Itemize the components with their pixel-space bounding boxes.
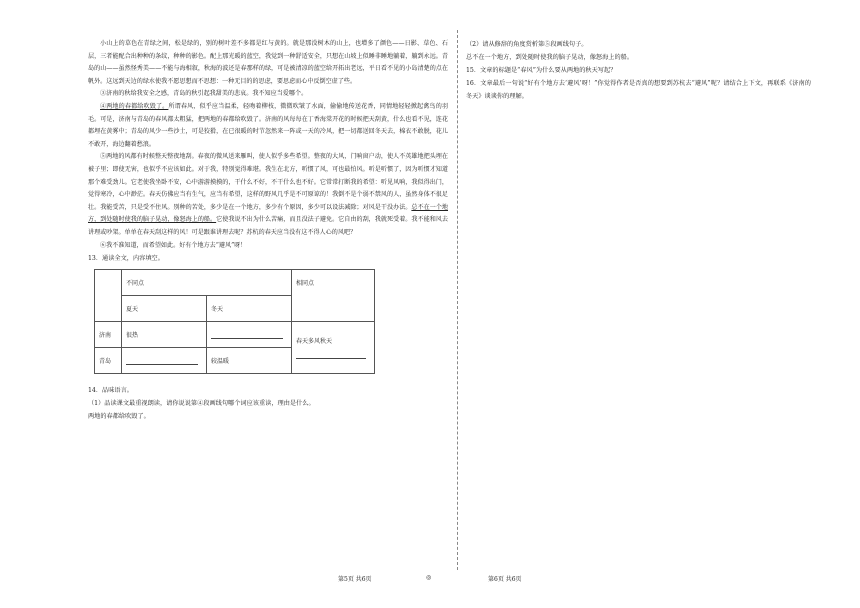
header-winter: 冬天 bbox=[207, 296, 292, 322]
question-13: 13．通读全文，内容填空。 bbox=[88, 255, 164, 263]
row-jinan-label: 济南 bbox=[95, 322, 122, 348]
row-qingdao-label: 青岛 bbox=[95, 348, 122, 374]
paragraph-1: 小山上的草色在青绿之间，松是绿的，别的树叶差不多都是红与黄的。就是那没树木的山上，也增多了颜色——日影、草色、石层，三者能配合出种种的条纹，种种的影色。配上那光暖的蓝空，我觉到一种舒适安全，只想在山坡上似睡非睡地躺着，躺到永远。青岛的山——虽然怪秀美——不能与海相叙，秋海的波还是春那样的绿，可是被清凉的蓝空给开拓出老远，平日看不见的小岛清楚的点在帆外。这远到天边的绿水使我不愿思想而不思想：一种无目的的思虑，要思虑而心中反倒空虚了些。 bbox=[88, 40, 448, 85]
header-summer: 夏天 bbox=[122, 296, 207, 322]
paragraph-3: ③济南的秋给我安全之感，青岛的秋引起我甜美的悲哀。我不知应当爱哪个。 bbox=[100, 90, 308, 98]
paragraph-6: ⑥我不准知道，而希望如此。好有个地方去“避风”呀！ bbox=[100, 241, 247, 249]
question-14-1: （1）品读课文最重视朗读，请你说说第④段画线句哪个词应该重读，理由是什么。 bbox=[88, 400, 315, 408]
spacer bbox=[88, 374, 448, 384]
paragraph-4 bbox=[88, 101, 448, 151]
qingdao-summer-blank[interactable] bbox=[126, 357, 198, 365]
qingdao-winter-cell: 较温暖 bbox=[207, 348, 292, 374]
table-corner-cell bbox=[95, 270, 122, 322]
question-14: 14．品味语言。 bbox=[88, 387, 133, 395]
binding-circle-icon: ◎ bbox=[426, 574, 432, 581]
paragraph-5 bbox=[88, 151, 448, 239]
qingdao-summer-cell[interactable] bbox=[122, 348, 207, 374]
question-14-2-sentence: 总不在一个地方，到处随时使我的脑子晃动，像怒海上的船。 bbox=[466, 54, 634, 61]
paragraph-5-part-a: ⑤两地的风都有时候整天整夜地刮。春夜的微风送来雁叫，使人似乎多些希望。整夜的大风，门响窗户动，使人不英雄地把头埋在被子里；即使无害，也似乎不应该如此。对于我，特别觉得难堪。我生在北方，听惯了风，可也最怕风。听是听惯了，因为听惯才知道那个难受劲儿。它老使我坐卧不安，心中游游摸摸的，干什么不好，不干什么也不好。它常常打断我的希望：听见风响，我似得出门，觉得寒冷，心中渺茫。春天仿佛应当有生气，应当有希望，这样的野风几乎是不可原谅的！我倒不是个弱不禁风的人，虽然身体不很足壮。我能受苦，只是受不住风。别种的苦处，多少是在一个地方，多少有个原因，多少可以设法减除；对风是干没办法。 bbox=[88, 153, 448, 211]
page-number-left: 第5页 共6页 bbox=[338, 576, 372, 583]
same-cell[interactable] bbox=[292, 322, 375, 374]
jinan-winter-cell[interactable] bbox=[207, 322, 292, 348]
underlined-sentence-4: ④两地的春都给吹毁了。 bbox=[100, 102, 169, 110]
same-blank[interactable] bbox=[296, 351, 366, 359]
jinan-summer-cell: 很热 bbox=[122, 322, 207, 348]
paragraph-4-rest: 所谓春风，似乎应当温柔，轻吻着柳枝，微微吹皱了水面，偷偷地传送花香，同情地轻轻掀起禽鸟的羽毛。可是，济南与青岛的春风都太粗猛，把两地的春都给吹毁了。济南的风每每在丁香海棠开花的时候把天刮黄，什么也看不见，连花都埋在黄雾中；青岛的风少一些沙土，可是狡猾，在已很暖的时节忽然来一阵或一天的冷风，把一切都送回冬天去，棉衣不敢脱，花儿不敢开，海边翻着愁浪。 bbox=[88, 102, 449, 148]
column-divider bbox=[457, 30, 458, 570]
right-column bbox=[466, 38, 811, 103]
comparison-table bbox=[94, 269, 375, 374]
underlined-sentence-5: 总不在一个地方，到处随时使我的脑子晃动，像怒海上的船。 bbox=[88, 203, 449, 224]
header-same: 相同点 bbox=[292, 270, 375, 322]
question-14-1-sentence: 两地的春都给吹毁了。 bbox=[88, 413, 150, 421]
page-number-right: 第6页 共6页 bbox=[488, 576, 522, 583]
header-different: 不同点 bbox=[122, 270, 292, 296]
same-text: 春天多风秋天 bbox=[296, 338, 333, 346]
left-column bbox=[88, 38, 448, 423]
question-14-2: （2）请从修辞的角度赏析第⑤段画线句子。 bbox=[466, 41, 588, 48]
question-16: 16．文章最后一句说“好有个地方去‘避风’呀！”你觉得作者是否真的想要到苏杭去“避风”呢？请结合上下文，再联系《济南的冬天》谈谈你的理解。 bbox=[466, 80, 811, 100]
paragraph-5-part-b: 它使我说不出为什么苦痛，而且没法子避免。它自由的刮，我就死受着。我不能和风去讲理或吵架。单单在春天刮这样的风！可是跟谁讲理去呢？苏杭的春天应当没有这不得人心的风吧？ bbox=[88, 216, 449, 236]
jinan-winter-blank[interactable] bbox=[211, 331, 283, 339]
question-15: 15．文章的标题是“春风”为什么要从两地的秋天写起？ bbox=[466, 67, 617, 74]
